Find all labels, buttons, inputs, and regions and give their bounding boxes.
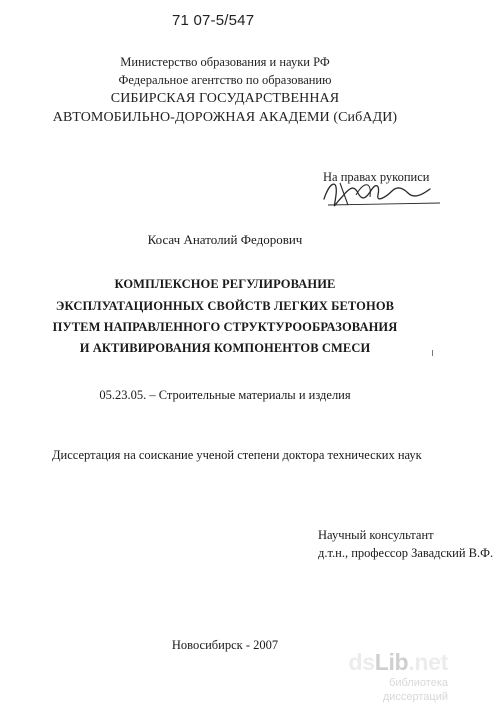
title-line-3: ПУТЕМ НАПРАВЛЕННОГО СТРУКТУРООБРАЗОВАНИЯ (52, 320, 398, 334)
watermark-subtitle: библиотека диссертаций (382, 677, 448, 703)
manuscript-rights-note: На правах рукописи (323, 170, 430, 184)
degree-statement: Диссертация на соискание ученой степени доктора технических наук (52, 448, 422, 462)
author-name: Косач Анатолий Федорович (147, 232, 303, 247)
watermark-wordmark: dsLib.net (348, 649, 448, 675)
specialty-code: 05.23.05. – Строительные материалы и изделия (99, 388, 351, 402)
archive-stamp: 71 07-5/547 (172, 12, 255, 29)
consultant-label: Научный консультант (318, 528, 434, 542)
academy-line-2: АВТОМОБИЛЬНО-ДОРОЖНАЯ АКАДЕМИ (СибАДИ) (52, 110, 398, 125)
academy-line-1: СИБИРСКАЯ ГОСУДАРСТВЕННАЯ (110, 91, 340, 106)
dslib-watermark-logo (340, 648, 448, 703)
place-and-year: Новосибирск - 2007 (171, 638, 279, 652)
title-line-2: ЭКСПЛУАТАЦИОННЫХ СВОЙСТВ ЛЕГКИХ БЕТОНОВ (55, 299, 395, 313)
scan-mark (432, 350, 433, 356)
consultant-name: д.т.н., профессор Завадский В.Ф. (318, 546, 493, 560)
handwritten-signature (320, 175, 450, 211)
title-line-1: КОМПЛЕКСНОЕ РЕГУЛИРОВАНИЕ (114, 277, 336, 291)
agency-line: Федеральное агентство по образованию (118, 73, 332, 87)
ministry-line: Министерство образования и науки РФ (120, 55, 330, 69)
title-line-4: И АКТИВИРОВАНИЯ КОМПОНЕНТОВ СМЕСИ (79, 341, 371, 355)
